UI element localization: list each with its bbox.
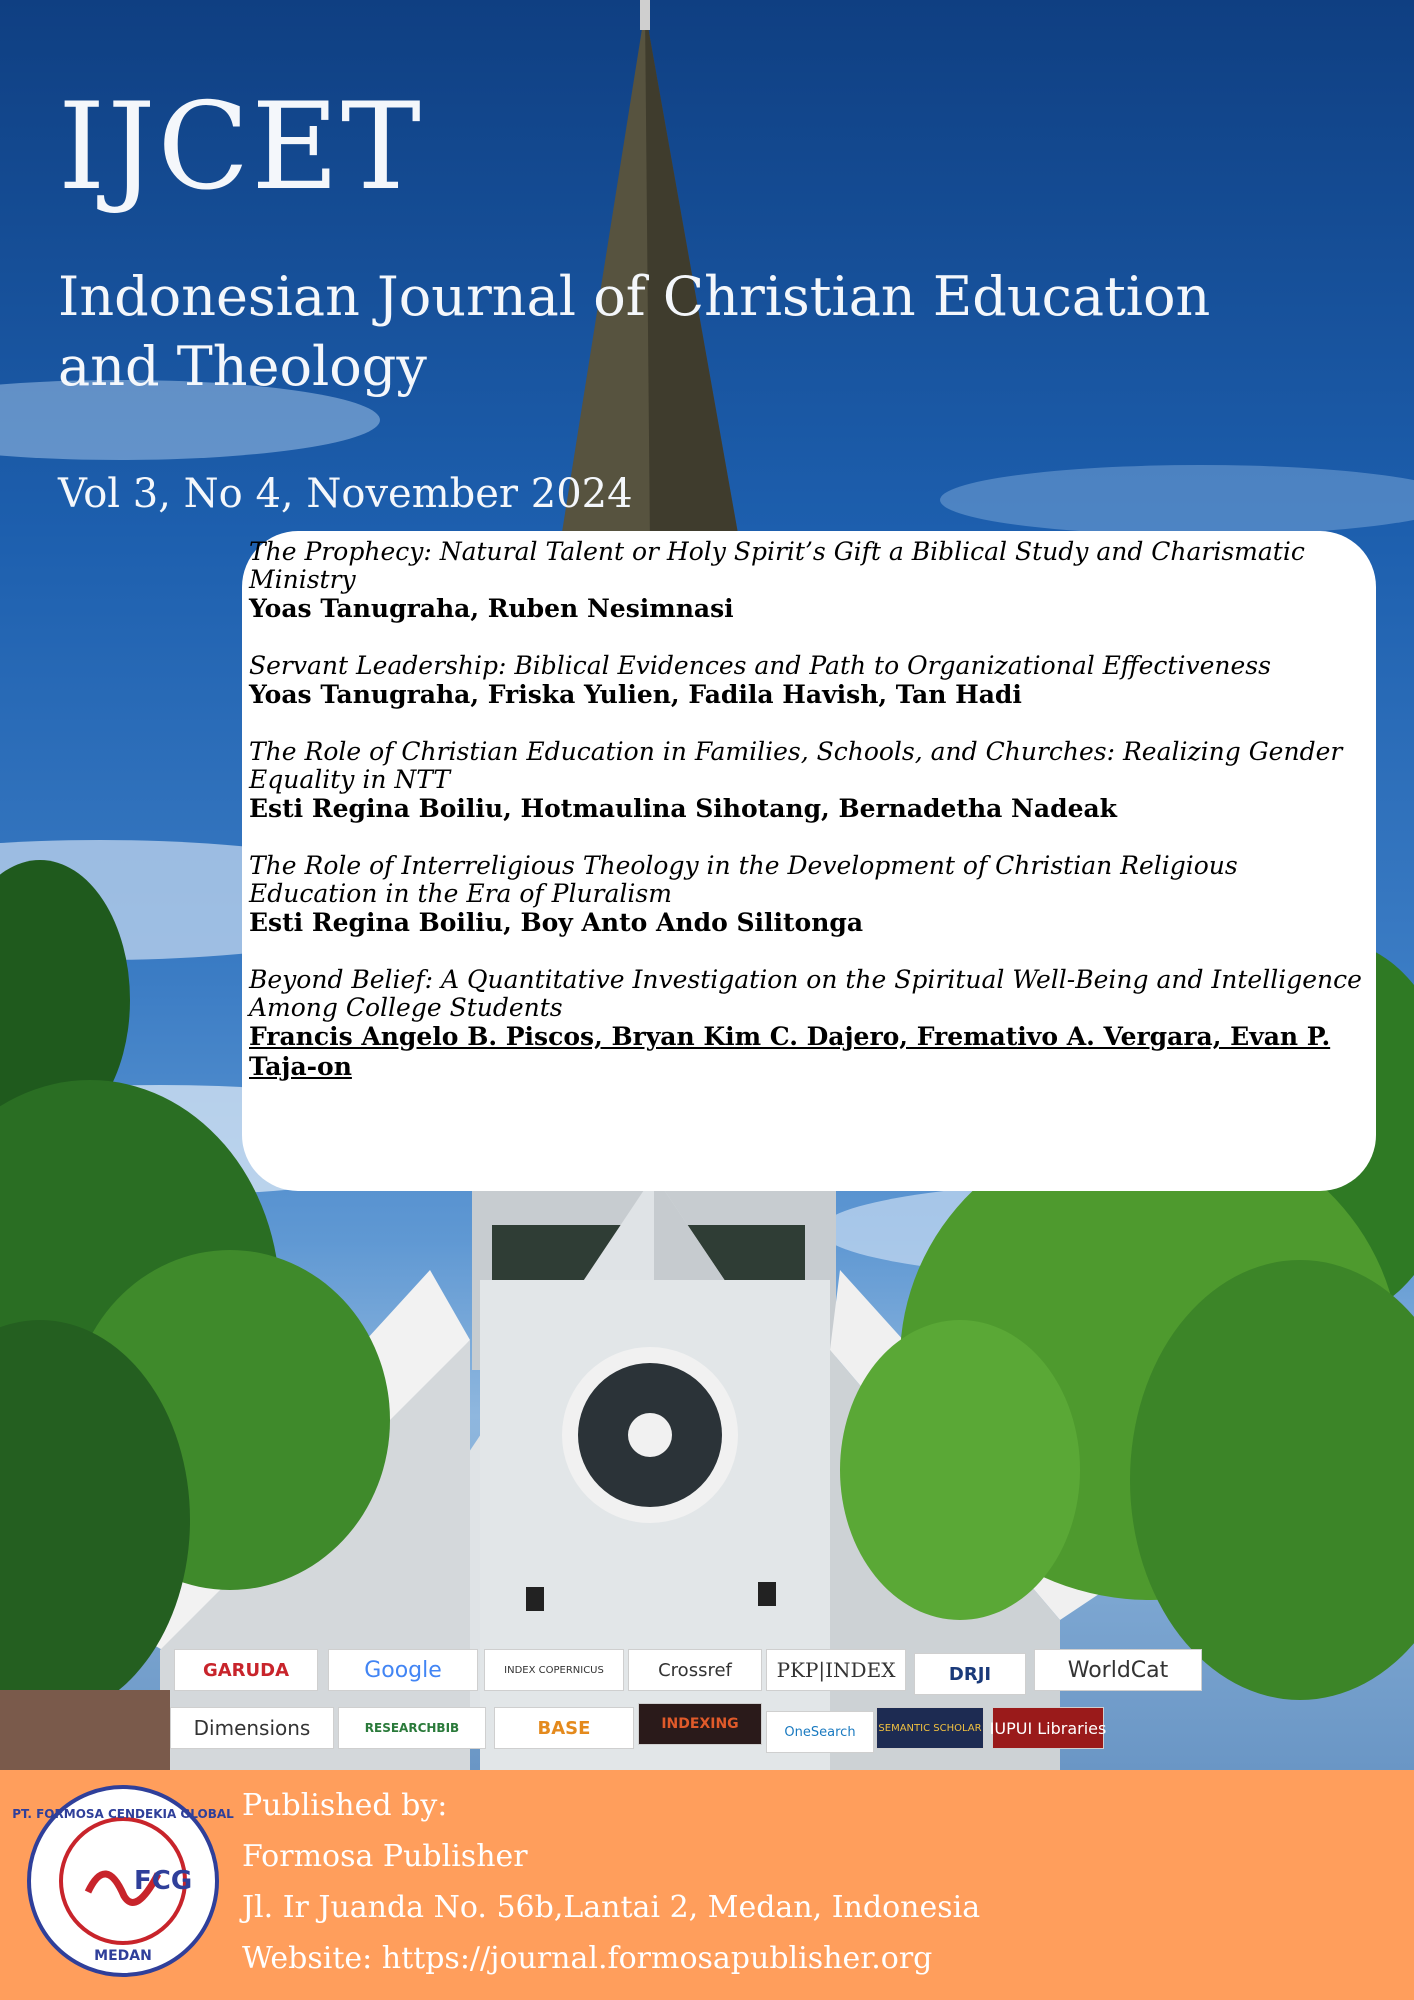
crossref-logo: Crossref: [628, 1649, 762, 1691]
onesearch-logo: OneSearch: [766, 1711, 874, 1753]
published-by-label: Published by:: [242, 1788, 448, 1823]
article-title: The Role of Interreligious Theology in the Development of Christian Religious Education in the Era of Pluralism: [249, 851, 1238, 908]
table-of-contents: [242, 531, 1376, 1191]
article-title: Beyond Belief: A Quantitative Investigation on the Spiritual Well-Being and Intelligence Among College Students: [249, 965, 1362, 1022]
base-logo: BASE: [494, 1707, 634, 1749]
worldcat-logo: WorldCat: [1034, 1649, 1202, 1691]
article-authors: Esti Regina Boiliu, Boy Anto Ando Silitonga: [249, 908, 864, 937]
article-entry: [249, 738, 1366, 824]
index-copernicus-logo: INDEX COPERNICUS: [484, 1649, 624, 1691]
pkp-index-logo: PKP|INDEX: [766, 1649, 906, 1691]
seal-text-bottom: MEDAN: [94, 1948, 152, 1964]
article-entry: [249, 538, 1366, 624]
article-title: The Role of Christian Education in Families, Schools, and Churches: Realizing Gender Equality in NTT: [249, 737, 1343, 794]
garuda-logo: GARUDA: [174, 1649, 318, 1691]
journal-abbreviation: IJCET: [58, 78, 423, 217]
article-authors[interactable]: Francis Angelo B. Piscos, Bryan Kim C. Dajero, Fremativo A. Vergara, Evan P. Taja-on: [249, 1022, 1331, 1081]
indexing-logos: [170, 1645, 1220, 1763]
drji-logo: DRJI: [914, 1653, 1026, 1695]
publisher-name: Formosa Publisher: [242, 1839, 528, 1874]
publisher-website-link[interactable]: Website: https://journal.formosapublisher.org: [242, 1941, 933, 1976]
publisher-footer: [0, 1770, 1414, 2000]
issue-line: Vol 3, No 4, November 2024: [58, 471, 633, 517]
dimensions-logo: Dimensions: [170, 1707, 334, 1749]
article-authors: Esti Regina Boiliu, Hotmaulina Sihotang, Bernadetha Nadeak: [249, 794, 1118, 823]
seal-text-top: PT. FORMOSA CENDEKIA GLOBAL: [12, 1807, 234, 1821]
article-title: Servant Leadership: Biblical Evidences and Path to Organizational Effectiveness: [249, 651, 1271, 680]
seal-monogram: FCG: [134, 1866, 193, 1896]
publisher-seal-logo: [12, 1784, 234, 1978]
publisher-address: Jl. Ir Juanda No. 56b,Lantai 2, Medan, Indonesia: [242, 1890, 981, 1925]
google-scholar-logo: Google: [328, 1649, 478, 1691]
semantic-scholar-logo: SEMANTIC SCHOLAR: [876, 1707, 984, 1749]
article-title: The Prophecy: Natural Talent or Holy Spirit’s Gift a Biblical Study and Charismatic Ministry: [249, 537, 1305, 594]
article-entry: [249, 652, 1366, 710]
article-entry: [249, 966, 1366, 1082]
iupui-libraries-logo: IUPUI Libraries: [992, 1707, 1104, 1749]
article-authors: Yoas Tanugraha, Friska Yulien, Fadila Havish, Tan Hadi: [249, 680, 1022, 709]
article-authors: Yoas Tanugraha, Ruben Nesimnasi: [249, 594, 734, 623]
researchbib-logo: RESEARCHBIB: [338, 1707, 486, 1749]
journal-title: Indonesian Journal of Christian Education and Theology: [58, 265, 1211, 398]
indexing-logo: INDEXING: [638, 1703, 762, 1745]
article-entry: [249, 852, 1366, 938]
